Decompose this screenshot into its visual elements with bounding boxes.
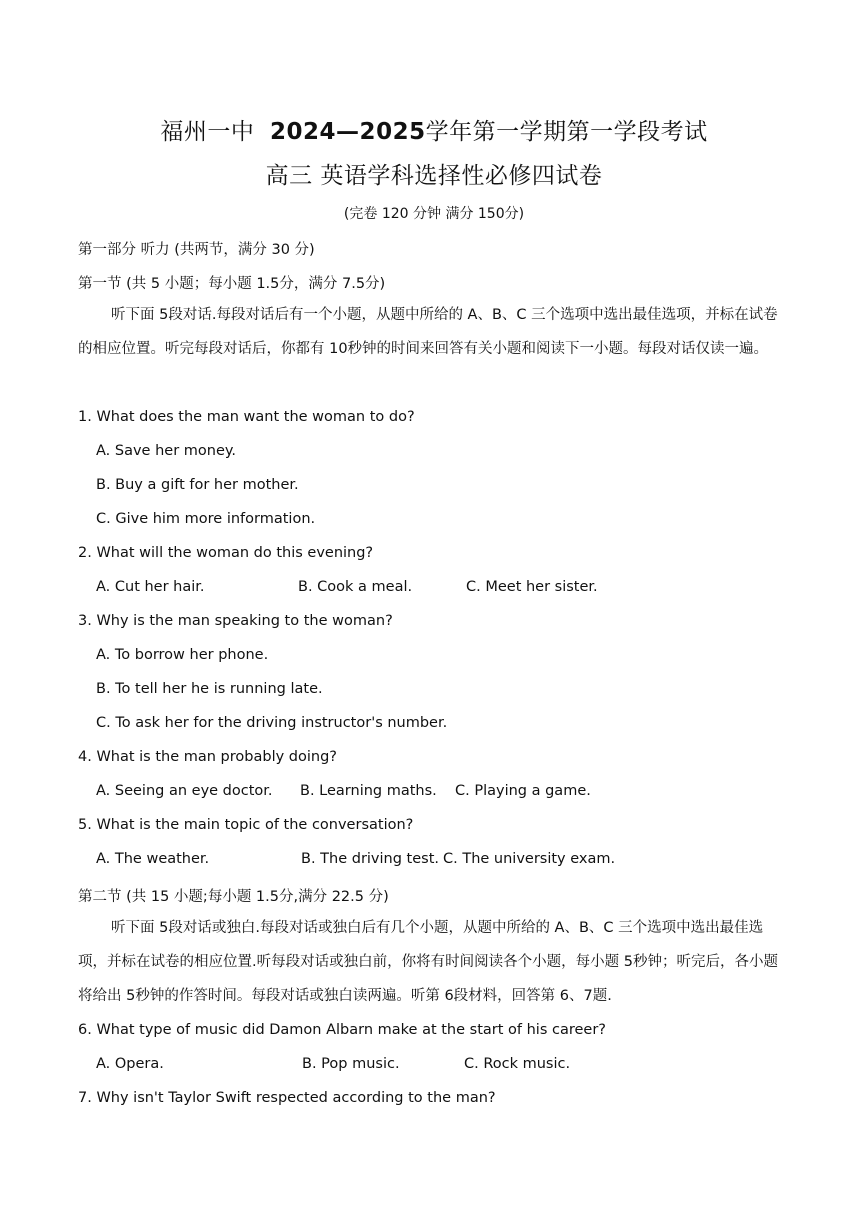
exam-title: 福州一中 2024—2025学年第一学期第一学段考试 bbox=[160, 119, 708, 145]
question-7: 7. Why isn't Taylor Swift respected according to the man? bbox=[78, 1090, 496, 1106]
q2-option-b: B. Cook a meal. bbox=[298, 579, 413, 595]
q1-option-a: A. Save her money. bbox=[96, 443, 236, 459]
exam-time-note: (完卷 120 分钟 满分 150分) bbox=[343, 206, 525, 222]
q1-option-b: B. Buy a gift for her mother. bbox=[96, 477, 299, 493]
exam-subtitle: 高三 英语学科选择性必修四试卷 bbox=[265, 163, 603, 189]
section2-instructions: 听下面 5段对话或独白.每段对话或独白后有几个小题，从题中所给的 A、B、C 三个选项中选出最佳选项，并标在试卷的相应位置.听每段对话或独白前，你将有时间阅读各个小题，每小题 5秒钟；听完后，各小题将给出 5秒钟的作答时间。每段对话或独白读两遍。听第 6段材料，回答第 6、7题. bbox=[78, 920, 778, 1004]
part1-heading: 第一部分 听力 (共两节，满分 30 分) bbox=[78, 242, 315, 258]
section1-instructions: 听下面 5段对话.每段对话后有一个小题，从题中所给的 A、B、C 三个选项中选出最佳选项，并标在试卷的相应位置。听完每段对话后，你都有 10秒钟的时间来回答有关小题和阅读下一小题。每段对话仅读一遍。 bbox=[78, 307, 778, 357]
q4-option-c: C. Playing a game. bbox=[455, 783, 591, 799]
q2-option-c: C. Meet her sister. bbox=[466, 579, 598, 595]
section1-heading: 第一节 (共 5 小题；每小题 1.5分，满分 7.5分) bbox=[78, 276, 386, 292]
q6-option-c: C. Rock music. bbox=[464, 1056, 571, 1072]
question-5: 5. What is the main topic of the conversation? bbox=[78, 817, 414, 833]
q6-option-b: B. Pop music. bbox=[302, 1056, 400, 1072]
q3-option-c: C. To ask her for the driving instructor's number. bbox=[96, 715, 448, 731]
q3-option-a: A. To borrow her phone. bbox=[96, 647, 269, 663]
q3-option-b: B. To tell her he is running late. bbox=[96, 681, 323, 697]
question-4: 4. What is the man probably doing? bbox=[78, 749, 337, 765]
q5-option-c: C. The university exam. bbox=[443, 851, 616, 867]
question-3: 3. Why is the man speaking to the woman? bbox=[78, 613, 393, 629]
q5-option-a: A. The weather. bbox=[96, 851, 210, 867]
q6-option-a: A. Opera. bbox=[96, 1056, 164, 1072]
q1-option-c: C. Give him more information. bbox=[96, 511, 316, 527]
question-1: 1. What does the man want the woman to do? bbox=[78, 409, 415, 425]
question-2: 2. What will the woman do this evening? bbox=[78, 545, 374, 561]
section2-heading: 第二节 (共 15 小题;每小题 1.5分,满分 22.5 分) bbox=[78, 889, 389, 905]
q2-option-a: A. Cut her hair. bbox=[96, 579, 205, 595]
q4-option-a: A. Seeing an eye doctor. bbox=[96, 783, 273, 799]
question-6: 6. What type of music did Damon Albarn make at the start of his career? bbox=[78, 1022, 607, 1038]
q4-option-b: B. Learning maths. bbox=[300, 783, 437, 799]
q5-option-b: B. The driving test. bbox=[301, 851, 440, 867]
